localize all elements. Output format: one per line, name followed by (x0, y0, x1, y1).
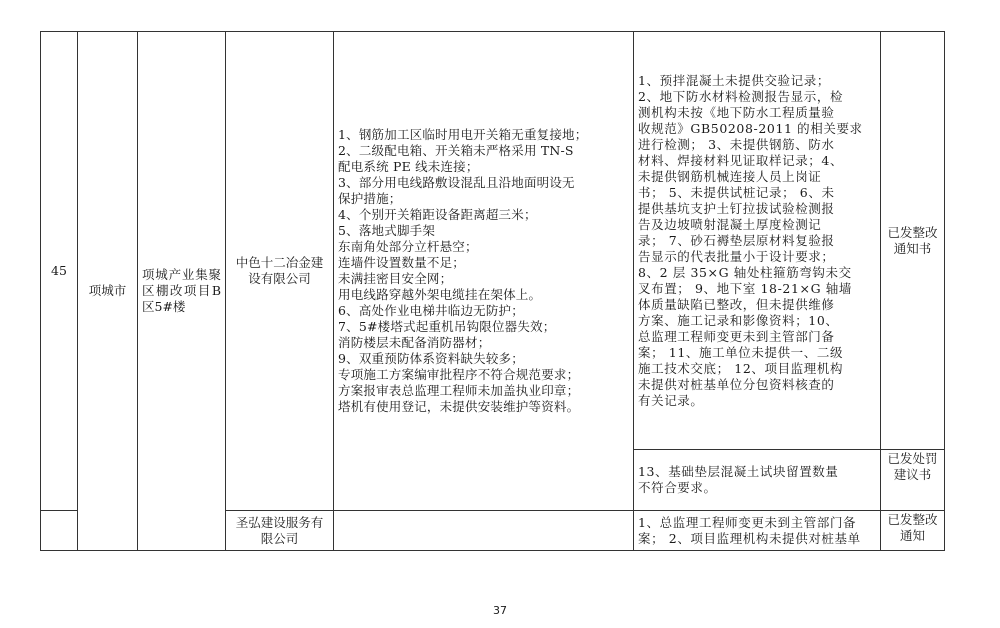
supervision-line: 告显示的代表批量小于设计要求； (638, 248, 835, 264)
supervision-line: 施工技术交底； 12、项目监理机构 (638, 360, 844, 376)
problem-line: 5、落地式脚手架 (338, 223, 436, 238)
supervision-line: 13、基础垫层混凝土试块留置数量 (638, 464, 839, 479)
supervision-line: 体质量缺陷已整改，但未提供维修 (638, 296, 835, 312)
supervision-line: 案； 2、项目监理机构未提供对桩基单 (638, 530, 861, 546)
safety-problems-cell (334, 32, 634, 511)
supervision-line: 8、2 层 35×G 轴处柱箍筋弯钩未交 (638, 264, 852, 280)
supervision-line: 案； 11、施工单位未提供一、二级 (638, 344, 844, 360)
problem-line: 用电线路穿越外架电缆挂在架体上。 (338, 287, 542, 302)
problem-line: 东南角处部分立杆悬空； (338, 239, 478, 254)
problem-line: 保护措施； (338, 191, 402, 206)
supervision-line: 不符合要求。 (638, 480, 717, 495)
supervision-line: 有关记录。 (638, 392, 704, 408)
row-number: 45 (41, 32, 78, 511)
problem-line: 3、部分用电线路敷设混乱且沿地面明设无 (338, 175, 575, 190)
supervision-line: 叉布置； 9、地下室 18-21×G 轴墙 (638, 280, 852, 296)
supervision-line: 1、总监理工程师变更未到主管部门备 (638, 514, 857, 530)
supervision-line: 录； 7、砂石褥垫层原材料复验报 (638, 232, 835, 248)
supervision-line: 告及边坡喷射混凝土厚度检测记 (638, 216, 822, 232)
supervision-problems-cell (634, 450, 881, 511)
problem-line: 9、双重预防体系资料缺失较多； (338, 351, 524, 366)
problem-line: 塔机有使用登记，未提供安装维护等资料。 (338, 399, 580, 414)
supervision-line: 1、预拌混凝土未提供交验记录； (638, 72, 830, 88)
supervision-line: 总监理工程师变更未到主管部门备 (638, 328, 835, 344)
project-name-cell: 项城产业集聚区棚改项目B区5#楼 (138, 32, 226, 551)
problem-line: 未满挂密目安全网； (338, 271, 453, 286)
problem-line: 方案报审表总监理工程师未加盖执业印章； (338, 383, 580, 398)
problem-line: 2、二级配电箱、开关箱未严格采用 TN-S (338, 143, 574, 158)
problem-line: 配电系统 PE 线未连接； (338, 159, 479, 174)
contractor-cell: 中色十二冶金建设有限公司 (226, 32, 334, 511)
supervision-line: 2、地下防水材料检测报告显示，检 (638, 88, 844, 104)
city-cell: 项城市 (78, 32, 138, 551)
page-number: 37 (493, 604, 507, 617)
supervision-problems-cell (634, 32, 881, 450)
supervision-line: 测机构未按《地下防水工程质量验 (638, 104, 835, 120)
supervision-line: 书； 5、未提供试桩记录； 6、未 (638, 184, 835, 200)
problem-line: 6、高处作业电梯井临边无防护； (338, 303, 524, 318)
supervision-line: 未提供钢筋机械连接人员上岗证 (638, 168, 822, 184)
inspection-table (40, 31, 945, 551)
empty-cell (334, 511, 634, 551)
rectification-notice-cell: 已发整改通知 (881, 511, 945, 551)
supervision-line: 收规范》GB50208-2011 的相关要求 (638, 120, 863, 136)
supervisor-unit-cell: 圣弘建设服务有限公司 (226, 511, 334, 551)
problem-line: 1、钢筋加工区临时用电开关箱无重复接地； (338, 127, 588, 142)
problem-line: 7、5#楼塔式起重机吊钩限位器失效； (338, 319, 556, 334)
problem-line: 专项施工方案编审批程序不符合规范要求； (338, 367, 580, 382)
supervision-line: 提供基坑支护土钉拉拔试验检测报 (638, 200, 835, 216)
supervision-line: 材料、焊接材料见证取样记录；4、 (638, 152, 844, 168)
supervision-line: 方案、施工记录和影像资料；10、 (638, 312, 839, 328)
problem-line: 消防楼层未配备消防器材； (338, 335, 491, 350)
supervision-line: 进行检测； 3、未提供钢筋、防水 (638, 136, 835, 152)
supervision-problems-cell (634, 511, 881, 551)
problem-line: 连墙件设置数量不足； (338, 255, 466, 270)
penalty-suggestion-cell: 已发处罚建议书 (881, 450, 945, 511)
supervision-line: 未提供对桩基单位分包资料核查的 (638, 376, 835, 392)
empty-cell (41, 511, 78, 551)
problem-line: 4、个别开关箱距设备距离超三米； (338, 207, 537, 222)
rectification-notice-cell: 已发整改通知书 (881, 32, 945, 450)
table-row (41, 32, 945, 450)
